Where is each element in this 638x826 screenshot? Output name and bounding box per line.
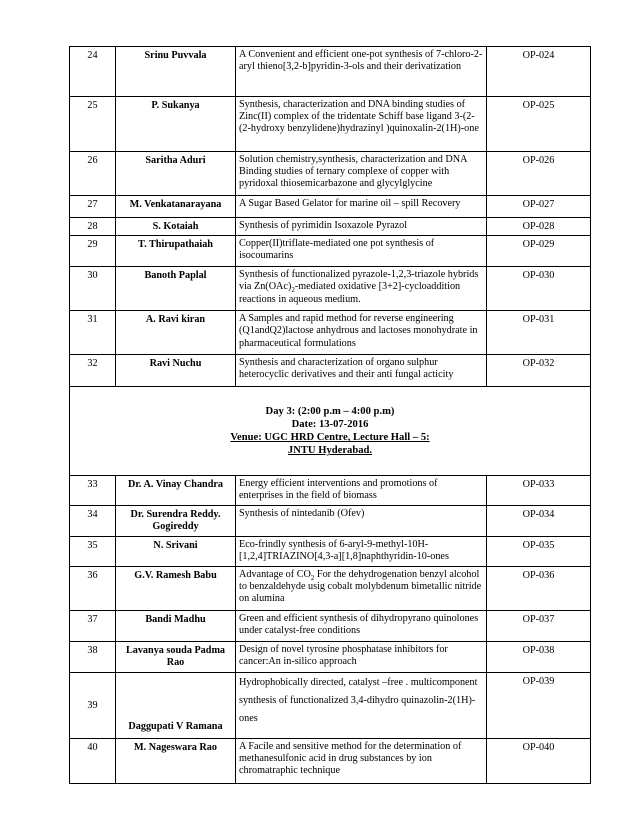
row-number: 38 bbox=[70, 641, 116, 672]
row-number: 30 bbox=[70, 267, 116, 311]
row-number: 24 bbox=[70, 47, 116, 97]
table-row bbox=[70, 476, 591, 506]
presenter-name: N. Srivani bbox=[116, 536, 236, 566]
subscript: 2 bbox=[291, 286, 295, 295]
title-text: Synthesis of functionalized pyrazole-1,2,3-triazole hybrids via Zn(OAc) bbox=[239, 269, 479, 293]
table-row bbox=[70, 236, 591, 267]
paper-title: Green and efficient synthesis of dihydropyrano quinolones under catalyst-free conditions bbox=[236, 610, 487, 641]
table-row bbox=[70, 311, 591, 355]
presenter-name: Dr. A. Vinay Chandra bbox=[116, 476, 236, 506]
row-number: 25 bbox=[70, 97, 116, 152]
presenter-name: S. Kotaiah bbox=[116, 218, 236, 236]
paper-title: Solution chemistry,synthesis, characterization and DNA Binding studies of ternary complexe of copper with pyridoxal thiosemicarbazone and glycylglycine bbox=[236, 152, 487, 196]
paper-title bbox=[236, 566, 487, 610]
paper-code: OP-030 bbox=[487, 267, 591, 311]
row-number: 40 bbox=[70, 738, 116, 783]
paper-code: OP-029 bbox=[487, 236, 591, 267]
paper-title: Synthesis, characterization and DNA binding studies of Zinc(II) complex of the tridentate Schiff base ligand 3-(2-(2-hydroxy benzylidene)hydrazinyl )quinoxalin-2(1H)-one bbox=[236, 97, 487, 152]
paper-title: Synthesis and characterization of organo sulphur heterocyclic derivatives and their anti fungal acticity bbox=[236, 355, 487, 387]
row-number: 35 bbox=[70, 536, 116, 566]
session-time: Day 3: (2:00 p.m – 4:00 p.m) bbox=[265, 406, 395, 418]
row-number: 31 bbox=[70, 311, 116, 355]
table-row bbox=[70, 641, 591, 672]
presenter-name: Saritha Aduri bbox=[116, 152, 236, 196]
paper-code: OP-033 bbox=[487, 476, 591, 506]
row-number: 26 bbox=[70, 152, 116, 196]
row-number: 37 bbox=[70, 610, 116, 641]
table-row bbox=[70, 196, 591, 218]
table-row bbox=[70, 672, 591, 738]
paper-code: OP-027 bbox=[487, 196, 591, 218]
paper-title: Eco-frindly synthesis of 6-aryl-9-methyl-10H-[1,2,4]TRIAZINO[4,3-a][1,8]naphthyridin-10-ones bbox=[236, 536, 487, 566]
table-row bbox=[70, 152, 591, 196]
row-number: 29 bbox=[70, 236, 116, 267]
presenter-name: P. Sukanya bbox=[116, 97, 236, 152]
paper-title: A Samples and rapid method for reverse engineering (Q1andQ2)lactose anhydrous and lactoses monohydrate in pharmaceutical formulations bbox=[236, 311, 487, 355]
presenter-name: T. Thirupathaiah bbox=[116, 236, 236, 267]
paper-title: Synthesis of nintedanib (Ofev) bbox=[236, 506, 487, 536]
paper-title: Copper(II)triflate-mediated one pot synthesis of isocoumarins bbox=[236, 236, 487, 267]
presenter-name: Dr. Surendra Reddy. Gogireddy bbox=[116, 506, 236, 536]
table-row bbox=[70, 355, 591, 387]
paper-code: OP-036 bbox=[487, 566, 591, 610]
paper-code: OP-040 bbox=[487, 738, 591, 783]
paper-code: OP-028 bbox=[487, 218, 591, 236]
paper-title: A Facile and sensitive method for the determination of methanesulfonic acid in drug substances by ion chromatraphic technique bbox=[236, 738, 487, 783]
session-header-row bbox=[70, 387, 591, 476]
row-number: 27 bbox=[70, 196, 116, 218]
subscript: 2 bbox=[310, 573, 315, 582]
row-number: 36 bbox=[70, 566, 116, 610]
presentations-table bbox=[69, 46, 591, 784]
session-header bbox=[70, 387, 591, 476]
table-row bbox=[70, 506, 591, 536]
row-number: 34 bbox=[70, 506, 116, 536]
paper-code: OP-024 bbox=[487, 47, 591, 97]
presenter-name: M. Venkatanarayana bbox=[116, 196, 236, 218]
paper-code: OP-038 bbox=[487, 641, 591, 672]
paper-code: OP-031 bbox=[487, 311, 591, 355]
presenter-name: M. Nageswara Rao bbox=[116, 738, 236, 783]
presenter-name: Daggupati V Ramana bbox=[116, 672, 236, 738]
table-row bbox=[70, 97, 591, 152]
paper-title: Design of novel tyrosine phosphatase inhibitors for cancer:An in-silico approach bbox=[236, 641, 487, 672]
presenter-name: Lavanya souda Padma Rao bbox=[116, 641, 236, 672]
paper-title: Synthesis of pyrimidin Isoxazole Pyrazol bbox=[236, 218, 487, 236]
table-row bbox=[70, 218, 591, 236]
paper-title: A Convenient and efficient one-pot synthesis of 7-chloro-2-aryl thieno[3,2-b]pyridin-3-ols and their derivatization bbox=[236, 47, 487, 97]
table-row bbox=[70, 536, 591, 566]
row-number: 33 bbox=[70, 476, 116, 506]
title-text: For the dehydrogenation benzyl alcohol to benzaldehyde usig cobalt molybdenum bimetallic nitride on alumina bbox=[239, 568, 482, 605]
paper-code: OP-035 bbox=[487, 536, 591, 566]
session-date: Date: 13-07-2016 bbox=[291, 419, 369, 431]
table-row bbox=[70, 738, 591, 783]
paper-code: OP-026 bbox=[487, 152, 591, 196]
paper-title: A Sugar Based Gelator for marine oil – spill Recovery bbox=[236, 196, 487, 218]
table-row bbox=[70, 47, 591, 97]
table-row bbox=[70, 267, 591, 311]
paper-code: OP-037 bbox=[487, 610, 591, 641]
paper-code: OP-039 bbox=[487, 672, 591, 738]
presenter-name: Ravi Nuchu bbox=[116, 355, 236, 387]
paper-title bbox=[236, 267, 487, 311]
table-row bbox=[70, 566, 591, 610]
title-text: -mediated oxidative [3+2]-cycloaddition reactions in aqueous medium. bbox=[239, 281, 461, 305]
paper-title: Energy efficient interventions and promotions of enterprises in the field of biomass bbox=[236, 476, 487, 506]
paper-title: Hydrophobically directed, catalyst –free . multicomponent synthesis of functionalized 3,4-dihydro quinazolin-2(1H)-ones bbox=[236, 672, 487, 738]
presenter-name: Banoth Paplal bbox=[116, 267, 236, 311]
row-number: 28 bbox=[70, 218, 116, 236]
paper-code: OP-025 bbox=[487, 97, 591, 152]
paper-code: OP-032 bbox=[487, 355, 591, 387]
presenter-name: A. Ravi kiran bbox=[116, 311, 236, 355]
presenter-name: Srinu Puvvala bbox=[116, 47, 236, 97]
row-number: 32 bbox=[70, 355, 116, 387]
row-number: 39 bbox=[70, 672, 116, 738]
session-venue: Venue: UGC HRD Centre, Lecture Hall – 5: bbox=[230, 432, 430, 444]
session-location: JNTU Hyderabad. bbox=[287, 445, 373, 457]
presenter-name: Bandi Madhu bbox=[116, 610, 236, 641]
table-row bbox=[70, 610, 591, 641]
paper-code: OP-034 bbox=[487, 506, 591, 536]
title-text: Advantage of CO bbox=[239, 568, 311, 580]
presenter-name: G.V. Ramesh Babu bbox=[116, 566, 236, 610]
